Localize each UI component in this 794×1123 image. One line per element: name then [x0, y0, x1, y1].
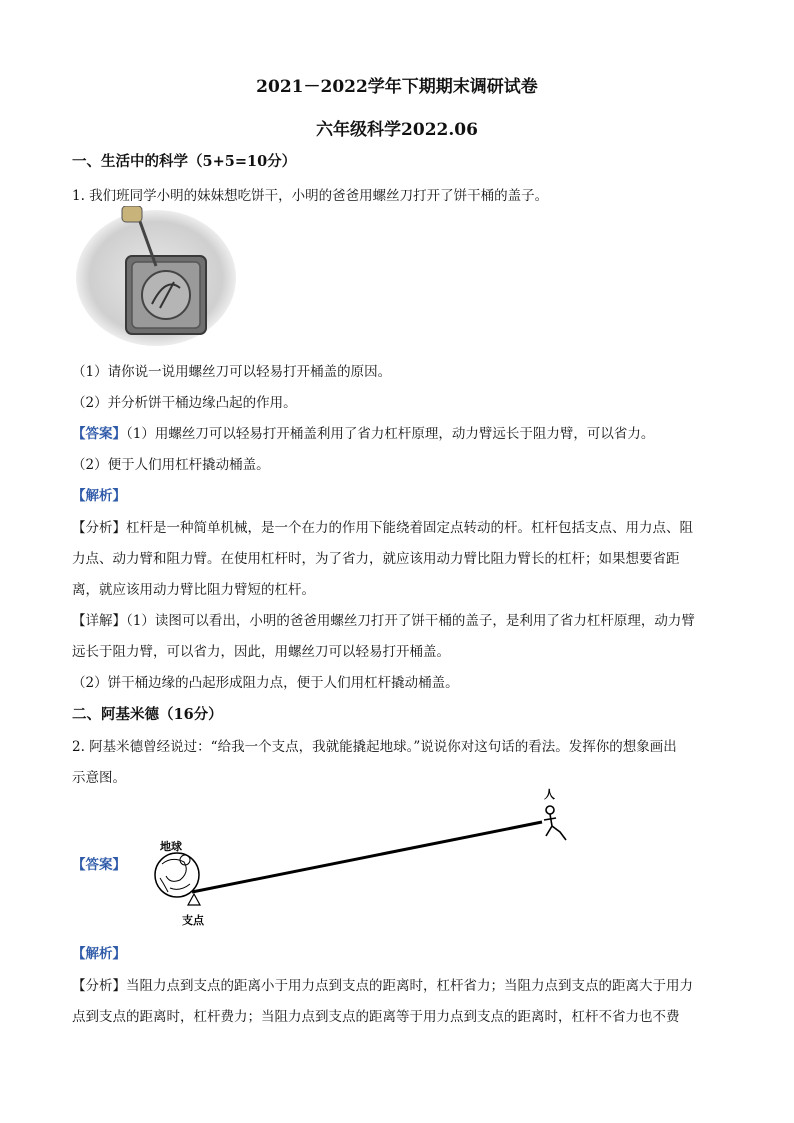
person-label: 人 [544, 788, 555, 801]
jiexi-tag-1: 【解析】 [72, 488, 126, 504]
lever-bar [192, 822, 542, 892]
person-figure [544, 806, 566, 840]
screwdriver-handle [122, 206, 142, 222]
fenxi-2-line2: 点到支点的距离时，杠杆费力；当阻力点到支点的距离等于用力点到支点的距离时，杠杆不省力也不费 [72, 1009, 680, 1025]
question-1-sub1: （1）请你说一说用螺丝刀可以轻易打开桶盖的原因。 [72, 364, 392, 380]
answer-1-line1 [72, 422, 654, 442]
section-2-heading: 二、阿基米德（16分） [72, 706, 223, 723]
fenxi-tag-2: 【分析】 [72, 978, 126, 994]
xiangjie-1-line2: 远长于阻力臂，可以省力，因此，用螺丝刀可以轻易打开桶盖。 [72, 644, 450, 660]
question-1-stem: 1. 我们班同学小明的妹妹想吃饼干，小明的爸爸用螺丝刀打开了饼干桶的盖子。 [72, 188, 549, 204]
section-1-heading: 一、生活中的科学（5+5=10分） [72, 153, 297, 170]
exam-title: 2021－2022学年下期期末调研试卷 [256, 77, 538, 97]
archimedes-lever-diagram [140, 784, 600, 934]
fenxi-1-text: 杠杆是一种简单机械，是一个在力的作用下能绕着固定点转动的杆。杠杆包括支点、用力点、阻 [126, 520, 693, 536]
xiangjie-1-text: （1）读图可以看出，小明的爸爸用螺丝刀打开了饼干桶的盖子，是利用了省力杠杆原理，动力臂 [126, 613, 695, 629]
screwdriver-photo [76, 206, 236, 346]
fenxi-tag: 【分析】 [72, 520, 126, 536]
answer-1-text: （1）用螺丝刀可以轻易打开桶盖利用了省力杠杆原理，动力臂远长于阻力臂，可以省力。 [126, 426, 655, 442]
person-body [544, 814, 566, 840]
fenxi-1-line2: 力点、动力臂和阻力臂。在使用杠杆时，为了省力，就应该用动力臂比阻力臂长的杠杆；如果想要省距 [72, 551, 680, 567]
answer-tag: 【答案】 [72, 426, 126, 442]
answer-tag-2: 【答案】 [72, 857, 126, 873]
fenxi-1-line1 [72, 516, 693, 536]
fenxi-1-line3: 离，就应该用动力臂比阻力臂短的杠杆。 [72, 582, 315, 598]
xiangjie-1-line1 [72, 609, 695, 629]
question-2-stem-line1: 2. 阿基米德曾经说过：“给我一个支点，我就能撬起地球。”说说你对这句话的看法。发挥你的想象画出 [72, 739, 677, 755]
fulcrum-triangle [188, 894, 200, 905]
question-2-stem-line2: 示意图。 [72, 770, 126, 786]
fenxi-2-line1 [72, 974, 693, 994]
fenxi-2-text: 当阻力点到支点的距离小于用力点到支点的距离时，杠杆省力；当阻力点到支点的距离大于用力 [126, 978, 693, 994]
jiexi-tag-2: 【解析】 [72, 946, 126, 962]
answer-1-line2: （2）便于人们用杠杆撬动桶盖。 [72, 457, 270, 473]
fulcrum-label: 支点 [182, 914, 204, 927]
question-1-sub2: （2）并分析饼干桶边缘凸起的作用。 [72, 395, 297, 411]
earth-continents [160, 859, 190, 892]
earth-label: 地球 [160, 840, 182, 853]
xiangjie-tag: 【详解】 [72, 613, 126, 629]
exam-subtitle: 六年级科学2022.06 [316, 120, 478, 140]
xiangjie-1-line3: （2）饼干桶边缘的凸起形成阻力点，便于人们用杠杆撬动桶盖。 [72, 675, 459, 691]
person-head [546, 806, 554, 814]
